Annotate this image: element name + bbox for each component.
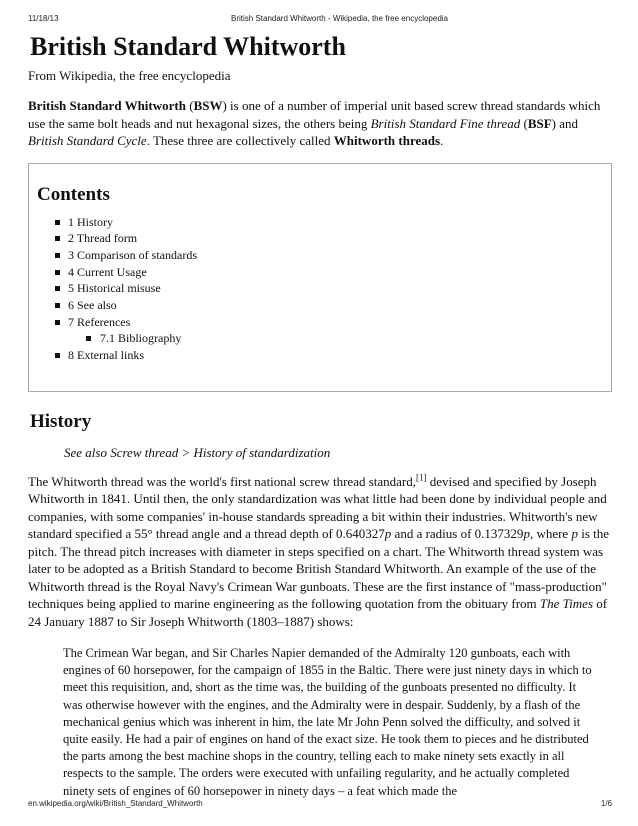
para-text: is the pitch. The thread pitch increases with diameter in steps specified on a chart. The Whitworth thread system was later to be adopted as a British Standard to become British Standard Whitworth. An example of the use of the Whitworth thread is the Royal Navy's Crimean War gunboats. These are the first instance of "mass-production" techniques being applied to marine engineering as the following quotation from the obituary from [28,526,610,611]
term-whitworth-threads: Whitworth threads [333,133,441,148]
toc-item-thread-form[interactable] [29,230,611,247]
intro-text: ) is one of a number of imperial unit based screw thread standards which use the same bolt heads and nut hexagonal sizes, the others being [28,98,601,131]
para-text: of 24 January 1887 to Sir Joseph Whitworth (1803–1887) shows: [28,596,608,629]
link-british-standard-cycle[interactable]: British Standard Cycle [28,133,147,148]
toc-item-label: 7 References [68,314,131,329]
article-content [28,30,612,800]
quote-text: The Crimean War began, and Sir Charles Napier demanded of the Admiralty 120 gunboats, each with engines of 60 horsepower, for the campaign of 1855 in the Baltic. There were just ninety days in which to meet this requisition, and, short as the time was, the building of the gunboats presented no difficulty. It was otherwise however with the engines, and the Admiralty were in despair. Suddenly, by a flash of the mechanical genius which was inherent in him, the late Mr John Penn solved the difficulty, and solved it quite easily. He had a pair of engines on hand of the exact size. He took them to pieces and he distributed the parts among the best machine shops in the country, telling each to make ninety sets exactly in all respects to the sample. The orders were executed with unfailing regularity, and he actually completed ninety sets of engines of 60 horsepower in ninety days – a feat which made the [63,646,592,798]
toc-item-historical-misuse[interactable] [29,280,611,297]
bullet-icon [55,253,60,258]
para-text: The Whitworth thread was the world's first national screw thread standard, [28,473,417,489]
intro-text: ) and [551,115,579,131]
article-title: British Standard Whitworth [30,32,346,61]
toc-item-current-usage[interactable] [29,264,611,281]
toc-item-see-also[interactable] [29,297,611,314]
print-date: 11/18/13 [28,14,59,23]
term-bsw: British Standard Whitworth [28,98,186,113]
toc-list [29,214,611,364]
abbr-bsf: BSF [527,115,552,131]
history-paragraph [28,473,612,631]
intro-text: . These three are collectively called [146,133,334,148]
toc-item-label: 7.1 Bibliography [100,331,182,346]
bullet-icon [55,270,60,275]
toc-item-label: 1 History [68,214,113,229]
bullet-icon [55,353,60,358]
toc-item-label: 8 External links [68,348,144,363]
toc-item-label: 5 Historical misuse [68,281,161,296]
abbr-bsw: BSW [193,98,223,113]
table-of-contents [28,163,612,392]
toc-item-label: 4 Current Usage [68,264,147,279]
print-url: en.wikipedia.org/wiki/British_Standard_Whitworth [28,799,203,808]
para-text: and a radius of 0.137329 [391,526,524,541]
toc-sublist [29,330,611,347]
toc-item-label: 6 See also [68,298,117,313]
link-bsf[interactable]: British Standard Fine thread [370,115,521,131]
toc-item-history[interactable] [29,214,611,231]
times-obituary-quote [63,645,593,800]
toc-sublist-container [29,330,611,347]
print-page-title: British Standard Whitworth - Wikipedia, the free encyclopedia [231,14,448,23]
bullet-icon [55,236,60,241]
reference-link[interactable]: [1] [416,472,427,483]
math-var: p [523,526,530,541]
article-subtitle: From Wikipedia, the free encyclopedia [28,68,231,83]
toc-item-label: 2 Thread form [68,231,138,246]
math-var: p [384,526,392,541]
link-the-times[interactable]: The Times [539,596,594,611]
bullet-icon [55,286,60,291]
section-heading-history: History [30,410,92,432]
bullet-icon [86,336,91,341]
toc-item-references[interactable] [29,314,611,331]
intro-text: ( [520,115,528,131]
toc-heading: Contents [37,183,110,205]
toc-item-comparison[interactable] [29,247,611,264]
intro-text: . [440,133,444,148]
bullet-icon [55,320,60,325]
bullet-icon [55,220,60,225]
toc-item-label: 3 Comparison of standards [68,247,197,262]
para-text: , where [529,526,572,541]
toc-item-external-links[interactable] [29,347,611,364]
bullet-icon [55,303,60,308]
toc-item-bibliography[interactable] [29,330,611,347]
see-also-hatnote[interactable]: See also Screw thread > History of standardization [64,444,331,460]
para-text: devised and specified by Joseph Whitworth in 1841. Until then, the only standardization was what little had been done by individual people and companies, with some companies' in-house standards spreading a bit within their industries. Whitworth's new standard specified a 55° thread angle and a thread depth of 0.640327 [28,473,607,541]
intro-text: ( [185,98,194,113]
math-var: p [571,526,578,541]
intro-paragraph [28,97,612,150]
print-page-number: 1/6 [600,799,612,808]
